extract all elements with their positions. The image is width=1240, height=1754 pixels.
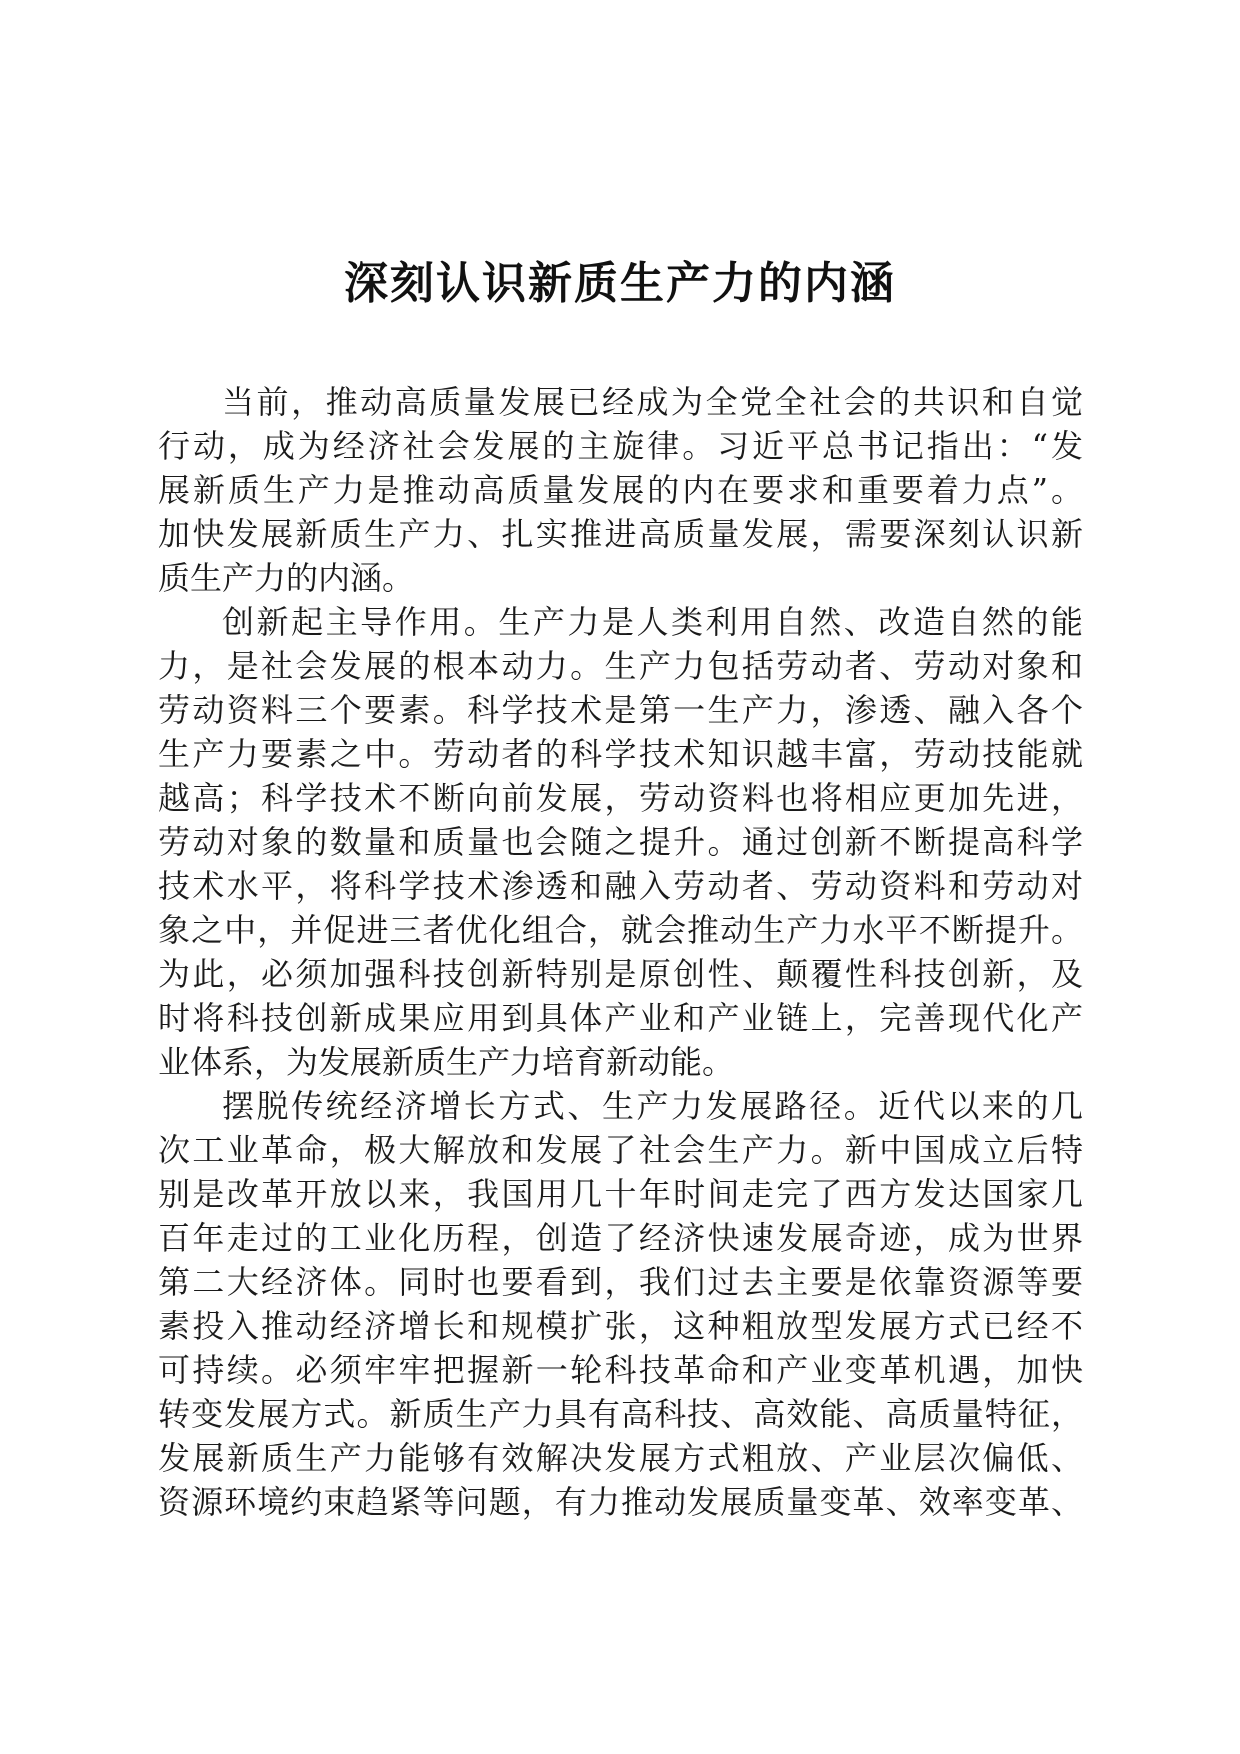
paragraph-line: 行动，成为经济社会发展的主旋律。习近平总书记指出：“发 bbox=[158, 427, 1083, 465]
paragraph-line: 劳动对象的数量和质量也会随之提升。通过创新不断提高科学 bbox=[158, 823, 1083, 861]
paragraph-line: 时将科技创新成果应用到具体产业和产业链上，完善现代化产 bbox=[158, 999, 1083, 1037]
paragraph-line: 为此，必须加强科技创新特别是原创性、颠覆性科技创新，及 bbox=[158, 955, 1083, 993]
paragraph-2 bbox=[158, 600, 1083, 1084]
paragraph-line: 业体系，为发展新质生产力培育新动能。 bbox=[158, 1043, 735, 1081]
paragraph-line: 素投入推动经济增长和规模扩张，这种粗放型发展方式已经不 bbox=[158, 1307, 1083, 1345]
paragraph-line: 资源环境约束趋紧等问题，有力推动发展质量变革、效率变革、 bbox=[158, 1483, 1083, 1521]
paragraph-1 bbox=[158, 380, 1083, 600]
paragraph-line: 发展新质生产力能够有效解决发展方式粗放、产业层次偏低、 bbox=[158, 1439, 1083, 1477]
paragraph-line: 劳动资料三个要素。科学技术是第一生产力，渗透、融入各个 bbox=[158, 691, 1083, 729]
paragraph-line: 加快发展新质生产力、扎实推进高质量发展，需要深刻认识新 bbox=[158, 515, 1083, 553]
paragraph-line: 可持续。必须牢牢把握新一轮科技革命和产业变革机遇，加快 bbox=[158, 1351, 1083, 1389]
paragraph-line: 百年走过的工业化历程，创造了经济快速发展奇迹，成为世界 bbox=[158, 1219, 1083, 1257]
paragraph-line: 质生产力的内涵。 bbox=[158, 559, 415, 597]
paragraph-line: 创新起主导作用。生产力是人类利用自然、改造自然的能 bbox=[222, 603, 1083, 641]
paragraph-line: 别是改革开放以来，我国用几十年时间走完了西方发达国家几 bbox=[158, 1175, 1083, 1213]
paragraph-line: 第二大经济体。同时也要看到，我们过去主要是依靠资源等要 bbox=[158, 1263, 1083, 1301]
paragraph-line: 当前，推动高质量发展已经成为全党全社会的共识和自觉 bbox=[222, 383, 1083, 421]
paragraph-line: 次工业革命，极大解放和发展了社会生产力。新中国成立后特 bbox=[158, 1131, 1083, 1169]
paragraph-line: 摆脱传统经济增长方式、生产力发展路径。近代以来的几 bbox=[222, 1087, 1083, 1125]
document-title: 深刻认识新质生产力的内涵 bbox=[344, 258, 896, 309]
paragraph-line: 力，是社会发展的根本动力。生产力包括劳动者、劳动对象和 bbox=[158, 647, 1083, 685]
paragraph-line: 象之中，并促进三者优化组合，就会推动生产力水平不断提升。 bbox=[158, 911, 1083, 949]
paragraph-line: 展新质生产力是推动高质量发展的内在要求和重要着力点”。 bbox=[158, 471, 1083, 509]
paragraph-line: 生产力要素之中。劳动者的科学技术知识越丰富，劳动技能就 bbox=[158, 735, 1083, 773]
document-body bbox=[158, 380, 1083, 1524]
paragraph-line: 越高；科学技术不断向前发展，劳动资料也将相应更加先进， bbox=[158, 779, 1083, 817]
paragraph-line: 转变发展方式。新质生产力具有高科技、高效能、高质量特征， bbox=[158, 1395, 1083, 1433]
paragraph-3 bbox=[158, 1084, 1083, 1524]
paragraph-line: 技术水平，将科学技术渗透和融入劳动者、劳动资料和劳动对 bbox=[158, 867, 1083, 905]
